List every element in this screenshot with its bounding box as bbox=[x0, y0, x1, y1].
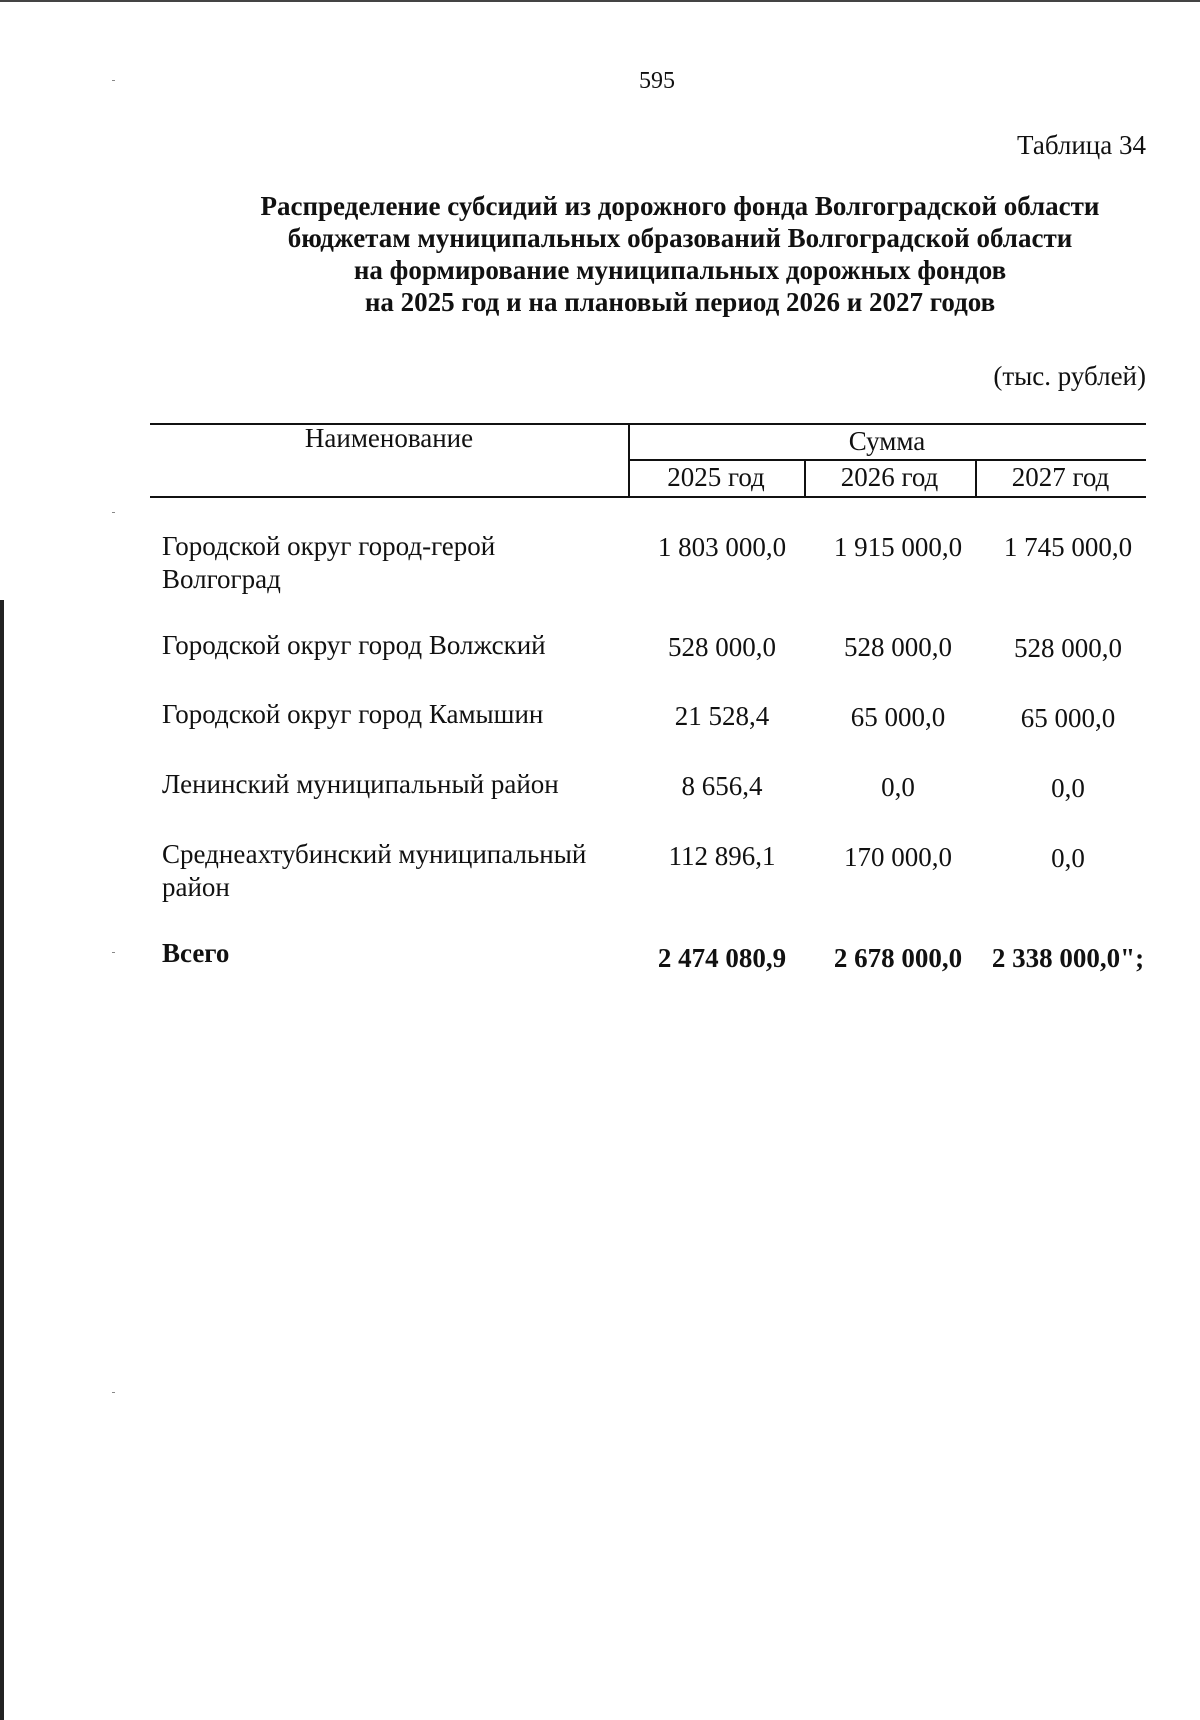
table-cell-2025: 112 896,1 bbox=[668, 841, 776, 871]
table-cell-2026: 0,0 bbox=[881, 772, 915, 802]
title-line: на формирование муниципальных дорожных фондов bbox=[353, 255, 1007, 285]
header-year-2025: 2025 год bbox=[667, 462, 765, 492]
header-year-2027: 2027 год bbox=[1011, 462, 1110, 492]
table-cell-2027: 0,0 bbox=[1051, 773, 1085, 803]
table-label: Таблица 34 bbox=[1017, 130, 1146, 160]
table-total-name: Всего bbox=[162, 938, 230, 968]
table-cell-2027: 528 000,0 bbox=[1014, 633, 1122, 663]
table-cell-2026: 528 000,0 bbox=[844, 632, 952, 662]
table-cell-2025: 21 528,4 bbox=[674, 701, 770, 731]
table-cell-2027: 1 745 000,0 bbox=[1003, 532, 1133, 562]
header-sum: Сумма bbox=[848, 426, 926, 456]
table-row-name: Среднеахтубинский муниципальный район bbox=[162, 839, 587, 902]
title-line: на 2025 год и на плановый период 2026 и 2027 годов bbox=[364, 287, 996, 317]
table-cell-2025: 8 656,4 bbox=[681, 771, 763, 801]
table-cell-2027: 0,0 bbox=[1051, 843, 1085, 873]
units-label: (тыс. рублей) bbox=[993, 361, 1146, 391]
title-line: бюджетам муниципальных образований Волгоградской области bbox=[287, 223, 1073, 253]
page-left-edge bbox=[0, 600, 4, 1720]
margin-tick bbox=[112, 80, 115, 81]
margin-tick bbox=[112, 512, 115, 513]
document-title bbox=[230, 190, 1130, 318]
table-cell-2025: 528 000,0 bbox=[668, 632, 776, 662]
table-row-name: Ленинский муниципальный район bbox=[162, 769, 559, 799]
header-sum-rule bbox=[628, 459, 1146, 461]
table-row-name: Городской округ город Волжский bbox=[162, 630, 546, 660]
table-cell-2025: 1 803 000,0 bbox=[657, 532, 787, 562]
title-line: Распределение субсидий из дорожного фонда Волгоградской области bbox=[260, 191, 1100, 221]
header-year-2026: 2026 год bbox=[840, 462, 939, 492]
table-row-name: Городской округ город-герой Волгоград bbox=[162, 531, 496, 594]
table-total-2027: 2 338 000,0"; bbox=[991, 943, 1145, 973]
table-cell-2026: 1 915 000,0 bbox=[833, 532, 963, 562]
margin-tick bbox=[112, 1392, 115, 1393]
table-cell-2027: 65 000,0 bbox=[1020, 703, 1116, 733]
table-row-name: Городской округ город Камышин bbox=[162, 699, 544, 729]
table-total-2025: 2 474 080,9 bbox=[657, 943, 787, 973]
header-name: Наименование bbox=[304, 423, 474, 453]
table-cell-2026: 65 000,0 bbox=[850, 702, 946, 732]
page-number: 595 bbox=[639, 68, 675, 94]
table-cell-2026: 170 000,0 bbox=[844, 842, 952, 872]
page-top-edge bbox=[0, 0, 1200, 2]
margin-tick bbox=[112, 952, 115, 953]
table-total-2026: 2 678 000,0 bbox=[833, 943, 963, 973]
header-bottom-rule bbox=[150, 496, 1146, 498]
